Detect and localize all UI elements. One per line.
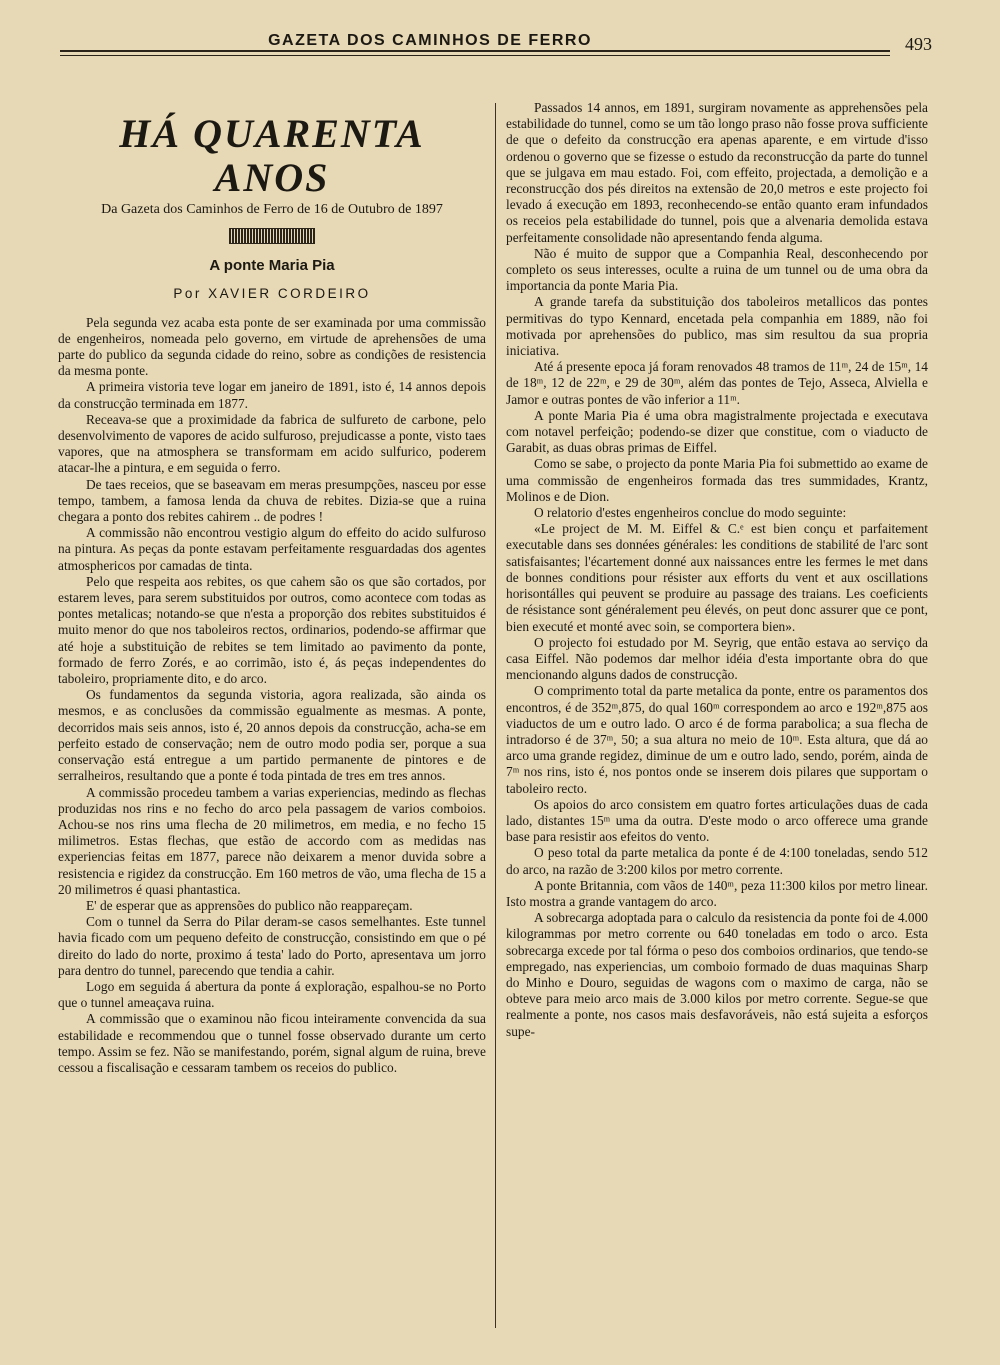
right-column bbox=[506, 100, 928, 1040]
paragraph: A commissão não encontrou vestigio algum do effeito do acido sulfuroso na pintura. As peças da ponte estavam perfeitamente resguardadas dos agentes atmosphericos por camadas de tinta. bbox=[58, 525, 486, 573]
paragraph: O comprimento total da parte metalica da ponte, entre os paramentos dos encontros, é de 352ᵐ,875, do qual 160ᵐ correspondem ao arco e 192ᵐ,875 aos viaductos de um e outro lado. O arco é de forma parabolica; a sua flecha de intradorso é de 37ᵐ, 50; a sua altura no meio de 10ᵐ. Esta altura, que dá ao arco uma grande regidez, diminue de um e outro lado, sendo, porém, ainda de 7ᵐ nos rins, isto é, nos pontos onde se inserem dois pilares que supportam o taboleiro recto. bbox=[506, 683, 928, 796]
paragraph: Pela segunda vez acaba esta ponte de ser examinada por uma commissão de engenheiros, nomeada pelo governo, em virtude de aprehensões de uma parte do publico da segunda cidade do reino, sobre as condições de resistencia da mesma ponte. bbox=[58, 314, 486, 379]
paragraph: A commissão procedeu tambem a varias experiencias, medindo as flechas produzidas nos rins e no fecho do arco pela passagem de varios comboios. Achou-se nos rins uma flecha de 20 milimetros, em media, e no fecho 15 milimetros. Estas flechas, que estão de accordo com as medidas nas experiencias feitas em 1877, parece não deixarem a menor duvida sobre a resistencia e rigidez da construcção. Em 160 metros de vão, uma flecha de 15 a 20 milimetros é quasi phantastica. bbox=[58, 784, 486, 897]
paragraph: Pelo que respeita aos rebites, os que cahem são os que são cortados, por estarem leves, para serem substituidos por outros, como acontece com todas as pontes metalicas; notando-se que n'esta a proporção dos rebites substituidos é muito menor do que nos taboleiros rectos, ordinarios, podendo-se affirmar que até hoje a substituição de rebites se tem limitado ao pavimento da ponte, formado de ferro Zorés, e ao corrimão, isto é, ás peças independentes do taboleiro, propriamente dito, e do arco. bbox=[58, 573, 486, 687]
paragraph: Até á presente epoca já foram renovados 48 tramos de 11ᵐ, 24 de 15ᵐ, 14 de 18ᵐ, 12 de 22ᵐ, e 29 de 30ᵐ, além das pontes de Tejo, Asseca, Alviella e Jamor e outras pontes de vão inferior a 11ᵐ. bbox=[506, 359, 928, 407]
paragraph: Não é muito de suppor que a Companhia Real, desconhecendo por completo os seus interesses, oculte a ruina de um tunnel ou de uma obra da importancia da ponte Maria Pia. bbox=[506, 245, 928, 294]
paragraph: Passados 14 annos, em 1891, surgiram novamente as apprehensões pela estabilidade do tunnel, como se um tão longo praso não fosse prova sufficiente de que o defeito da construcção era apenas aparente, e em virtude d'isso ordenou o governo que se fizesse o estudo da reconstrucção da parte do tunnel que se julgava em mau estado. Foi, com effeito, projectada, a demolição e a reconstrucção dos pés direitos na extensão de 20,0 metros e este projecto foi levado á execução em 1893, reconhecendo-se então quanto eram infundados os receios pela estabilidade do tunnel, pois que a alvenaria demolida estava perfeitamente consolidade não apresentando fenda alguma. bbox=[506, 100, 928, 245]
page-header bbox=[60, 32, 940, 62]
paragraph: O peso total da parte metalica da ponte é de 4:100 toneladas, sendo 512 do arco, na razão de 3:200 kilos por metro corrente. bbox=[506, 845, 928, 877]
paragraph: Os apoios do arco consistem em quatro fortes articulações duas de cada lado, distantes 15ᵐ uma da outra. D'este modo o arco offerece uma grande base para resistir aos efeitos do vento. bbox=[506, 796, 928, 845]
paragraph: Como se sabe, o projecto da ponte Maria Pia foi submettido ao exame de uma commissão de engenheiros formada das tres summidades, Krantz, Molinos e de Dion. bbox=[506, 456, 928, 504]
ornament-divider bbox=[229, 228, 315, 244]
header-rule bbox=[60, 50, 890, 52]
paragraph: De taes receios, que se baseavam em meras presumpções, nasceu por esse tempo, tambem, a famosa lenda da chuva de rebites. Dizia-se que a ruina chegara a ponto dos rebites cahirem .. de podres ! bbox=[58, 476, 486, 525]
quotation: «Le project de M. M. Eiffel & C.ᵉ est bien conçu et parfaitement executable dans ses données générales: les conditions de stabilité de l'arc sont satisfaisantes; l'écartement donné aux naissances entre les fermes le met dans de bonnes conditions pour résister aux efforts du vent et aux oscillations horisontálles qui peuvent se produire au passage des traians. Les coeficients de résistance sont généralement peu élevés, on peut donc assurer que ce pont, bien executé et monté avec soin, se comportera bien». bbox=[506, 521, 928, 634]
paragraph: Com o tunnel da Serra do Pilar deram-se casos semelhantes. Este tunnel havia ficado com um pequeno defeito de construcção, consistindo em que o pé direito do lado do norte, proximo á testa' lado do Porto, apresentava um jorro para dentro do tunnel, parecendo que tendia a cahir. bbox=[58, 914, 486, 978]
publication-title: GAZETA DOS CAMINHOS DE FERRO bbox=[268, 32, 592, 49]
paragraph: Receava-se que a proximidade da fabrica de sulfureto de carbone, pelo desenvolvimento de vapores de acido sulfuroso, prejudicasse a ponte, visto taes vapores, que na atmosphera se transformam em acido sulfurico, poderem atacar-lhe a pintura, e em seguida o ferro. bbox=[58, 411, 486, 476]
article-byline: Por XAVIER CORDEIRO bbox=[173, 286, 371, 302]
left-column bbox=[58, 112, 486, 1076]
paragraph: A commissão que o examinou não ficou inteiramente convencida da sua estabilidade e recommendou que o tunnel fosse observado durante um certo tempo. Assim se fez. Não se manifestando, porém, signal algum de ruina, breve cessou a fiscalisação e cessaram tambem os receios do publico. bbox=[58, 1011, 486, 1075]
paragraph: Logo em seguida á abertura da ponte á exploração, espalhou-se no Porto que o tunnel ameaçava ruina. bbox=[58, 978, 486, 1011]
paragraph: A primeira vistoria teve logar em janeiro de 1891, isto é, 14 annos depois da construcção terminada em 1877. bbox=[58, 379, 486, 411]
paragraph: A ponte Maria Pia é uma obra magistralmente projectada e executava com notavel perfeição; podendo-se dizer que constitue, com o viaducto de Garabit, as duas obras primas de Eiffel. bbox=[506, 407, 928, 456]
paragraph: O relatorio d'estes engenheiros conclue do modo seguinte: bbox=[534, 505, 847, 521]
page-number: 493 bbox=[905, 34, 932, 54]
article-subheading: A ponte Maria Pia bbox=[209, 257, 335, 275]
article-headline: HÁ QUARENTA ANOS bbox=[119, 111, 425, 200]
article-source: Da Gazeta dos Caminhos de Ferro de 16 de Outubro de 1897 bbox=[101, 202, 443, 217]
paragraph: A grande tarefa da substituição dos taboleiros metallicos das pontes permitivas do typo Kennard, encetada pela companhia em 1889, não foi motivada por aprehensões do publico, mas sim resultou da sua propria iniciativa. bbox=[506, 294, 928, 359]
paragraph: A sobrecarga adoptada para o calculo da resistencia da ponte foi de 4.000 kilogrammas por metro corrente ou 640 toneladas em todo o arco. Esta sobrecarga excede por tal fórma o peso dos comboios ordinarios, que tendo-se empregado, nas experiencias, um comboio formado de duas maquinas Sharp do Minho e Douro, seguidas de wagons com o maximo de carga, não se obteve para meio arco mais de 3.000 kilos por metro corrente. Segue-se que realmente a ponte, nos casos mais desfavoráveis, não está sujeita a esforços supe- bbox=[506, 910, 928, 1039]
paragraph: O projecto foi estudado por M. Seyrig, que então estava ao serviço da casa Eiffel. Não podemos dar melhor idéia d'esta importante obra do que mencionando alguns dados de construcção. bbox=[506, 634, 928, 683]
paragraph: Os fundamentos da segunda vistoria, agora realizada, são ainda os mesmos, e as conclusões da commissão egualmente as mesmas. A ponte, decorridos mais seis annos, isto é, 20 annos depois da construcção, acha-se em perfeito estado de conservação; nem de outro modo podia ser, porque a sua conservação está entregue a um partido permanente de pintores e de serralheiros, resultando que a ponte é toda pintada de tres em tres annos. bbox=[58, 687, 486, 784]
paragraph: A ponte Britannia, com vãos de 140ᵐ, peza 11:300 kilos por metro linear. Isto mostra a grande vantagem do arco. bbox=[506, 877, 928, 909]
column-divider bbox=[495, 103, 496, 1328]
header-rule-thin bbox=[60, 55, 890, 56]
paragraph: E' de esperar que as apprensões do publico não reappareçam. bbox=[86, 897, 413, 913]
